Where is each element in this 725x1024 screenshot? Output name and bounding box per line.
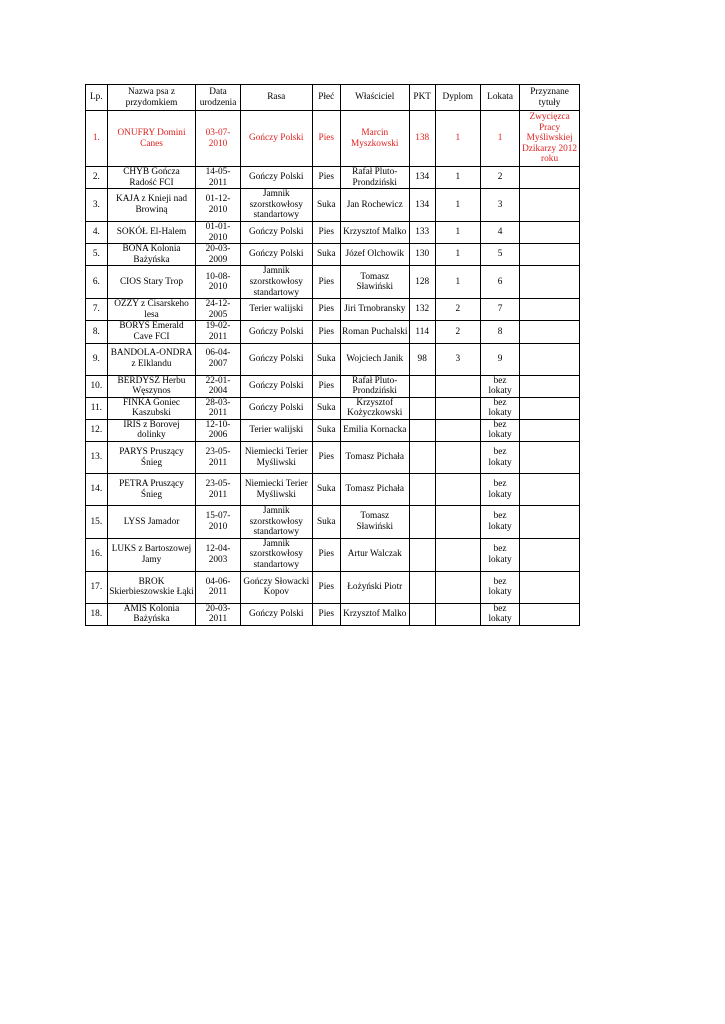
cell-sex: Suka xyxy=(312,189,340,222)
cell-place: 9 xyxy=(480,343,519,375)
cell-diploma: 1 xyxy=(435,221,480,243)
cell-points: 98 xyxy=(409,343,435,375)
header-breed: Rasa xyxy=(240,85,312,111)
cell-lp: 1. xyxy=(86,111,108,167)
cell-dog-name: BORYS Emerald Cave FCI xyxy=(107,321,196,343)
cell-points: 138 xyxy=(409,111,435,167)
cell-titles xyxy=(520,571,580,603)
table-row xyxy=(86,474,580,506)
cell-lp: 7. xyxy=(86,299,108,321)
cell-diploma: 2 xyxy=(435,321,480,343)
cell-birth-date: 23-05-2011 xyxy=(196,474,240,506)
cell-diploma: 1 xyxy=(435,167,480,189)
cell-lp: 16. xyxy=(86,538,108,571)
cell-lp: 18. xyxy=(86,603,108,625)
cell-place: bez lokaty xyxy=(480,603,519,625)
cell-titles xyxy=(520,244,580,266)
header-date: Data urodzenia xyxy=(196,85,240,111)
header-name: Nazwa psa z przydomkiem xyxy=(107,85,196,111)
table-row xyxy=(86,375,580,397)
cell-titles xyxy=(520,442,580,474)
cell-diploma xyxy=(435,474,480,506)
table-row xyxy=(86,571,580,603)
cell-diploma xyxy=(435,419,480,441)
cell-breed: Gończy Polski xyxy=(240,244,312,266)
cell-place: bez lokaty xyxy=(480,474,519,506)
cell-sex: Suka xyxy=(312,474,340,506)
cell-diploma xyxy=(435,442,480,474)
cell-breed: Jamnik szorstkowłosy standartowy xyxy=(240,266,312,299)
cell-sex: Suka xyxy=(312,506,340,539)
cell-points: 133 xyxy=(409,221,435,243)
cell-dog-name: LYSS Jamador xyxy=(107,506,196,539)
cell-owner: Tomasz Sławiński xyxy=(340,506,409,539)
cell-breed: Gończy Polski xyxy=(240,343,312,375)
cell-titles xyxy=(520,419,580,441)
cell-breed: Gończy Polski xyxy=(240,375,312,397)
cell-place: 7 xyxy=(480,299,519,321)
cell-owner: Marcin Myszkowski xyxy=(340,111,409,167)
header-lp: Lp. xyxy=(86,85,108,111)
cell-diploma xyxy=(435,571,480,603)
table-row xyxy=(86,603,580,625)
cell-sex: Suka xyxy=(312,419,340,441)
table-row xyxy=(86,538,580,571)
cell-lp: 4. xyxy=(86,221,108,243)
table-body xyxy=(86,111,580,626)
cell-lp: 3. xyxy=(86,189,108,222)
cell-points xyxy=(409,538,435,571)
cell-breed: Jamnik szorstkowłosy standartowy xyxy=(240,538,312,571)
cell-dog-name: BANDOLA-ONDRA z Elklandu xyxy=(107,343,196,375)
cell-owner: Artur Walczak xyxy=(340,538,409,571)
cell-breed: Gończy Polski xyxy=(240,111,312,167)
cell-titles xyxy=(520,189,580,222)
cell-diploma xyxy=(435,375,480,397)
header-owner: Właściciel xyxy=(340,85,409,111)
cell-owner: Rafał Pluto-Prondziński xyxy=(340,167,409,189)
cell-diploma xyxy=(435,397,480,419)
cell-dog-name: FINKA Goniec Kaszubski xyxy=(107,397,196,419)
cell-lp: 12. xyxy=(86,419,108,441)
cell-titles xyxy=(520,167,580,189)
cell-place: 3 xyxy=(480,189,519,222)
table-row xyxy=(86,419,580,441)
cell-place: 6 xyxy=(480,266,519,299)
cell-birth-date: 15-07-2010 xyxy=(196,506,240,539)
cell-place: bez lokaty xyxy=(480,419,519,441)
cell-place: 5 xyxy=(480,244,519,266)
cell-points: 134 xyxy=(409,189,435,222)
cell-owner: Krzysztof Malko xyxy=(340,221,409,243)
cell-titles: Zwycięzca Pracy Myśliwskiej Dzikarzy 2012 roku xyxy=(520,111,580,167)
cell-owner: Krzysztof Malko xyxy=(340,603,409,625)
cell-sex: Pies xyxy=(312,603,340,625)
cell-place: 2 xyxy=(480,167,519,189)
cell-points: 132 xyxy=(409,299,435,321)
table-row xyxy=(86,299,580,321)
cell-diploma: 1 xyxy=(435,244,480,266)
cell-titles xyxy=(520,397,580,419)
cell-place: bez lokaty xyxy=(480,397,519,419)
cell-breed: Niemiecki Terier Myśliwski xyxy=(240,442,312,474)
table-row xyxy=(86,506,580,539)
cell-owner: Rafał Pluto-Prondziński xyxy=(340,375,409,397)
cell-points xyxy=(409,397,435,419)
cell-birth-date: 28-03-2011 xyxy=(196,397,240,419)
cell-sex: Pies xyxy=(312,571,340,603)
cell-titles xyxy=(520,474,580,506)
cell-owner: Emilia Kornacka xyxy=(340,419,409,441)
cell-titles xyxy=(520,321,580,343)
header-place: Lokata xyxy=(480,85,519,111)
cell-owner: Jan Rochewicz xyxy=(340,189,409,222)
cell-dog-name: ONUFRY Domini Canes xyxy=(107,111,196,167)
cell-owner: Jiri Trnobransky xyxy=(340,299,409,321)
cell-lp: 10. xyxy=(86,375,108,397)
cell-sex: Suka xyxy=(312,343,340,375)
cell-birth-date: 19-02-2011 xyxy=(196,321,240,343)
cell-lp: 2. xyxy=(86,167,108,189)
cell-breed: Gończy Polski xyxy=(240,397,312,419)
cell-birth-date: 22-01-2004 xyxy=(196,375,240,397)
cell-dog-name: IRIS z Borovej dolinky xyxy=(107,419,196,441)
table-row xyxy=(86,244,580,266)
header-points: PKT xyxy=(409,85,435,111)
cell-place: bez lokaty xyxy=(480,506,519,539)
cell-diploma xyxy=(435,506,480,539)
results-table xyxy=(85,84,580,626)
cell-diploma: 2 xyxy=(435,299,480,321)
cell-sex: Pies xyxy=(312,221,340,243)
cell-points: 130 xyxy=(409,244,435,266)
cell-lp: 17. xyxy=(86,571,108,603)
cell-dog-name: OZZY z Cisarskeho lesa xyxy=(107,299,196,321)
cell-birth-date: 01-01-2010 xyxy=(196,221,240,243)
cell-titles xyxy=(520,506,580,539)
cell-birth-date: 24-12-2005 xyxy=(196,299,240,321)
cell-lp: 14. xyxy=(86,474,108,506)
cell-lp: 11. xyxy=(86,397,108,419)
cell-dog-name: BONA Kolonia Bażyńska xyxy=(107,244,196,266)
cell-points xyxy=(409,571,435,603)
cell-place: bez lokaty xyxy=(480,571,519,603)
cell-birth-date: 04-06-2011 xyxy=(196,571,240,603)
cell-place: 4 xyxy=(480,221,519,243)
cell-owner: Tomasz Pichała xyxy=(340,474,409,506)
table-row xyxy=(86,266,580,299)
cell-points: 128 xyxy=(409,266,435,299)
header-titles: Przyznane tytuły xyxy=(520,85,580,111)
header-diploma: Dyplom xyxy=(435,85,480,111)
table-row xyxy=(86,442,580,474)
cell-lp: 5. xyxy=(86,244,108,266)
cell-dog-name: BERDYSZ Herbu Węszynos xyxy=(107,375,196,397)
cell-sex: Suka xyxy=(312,244,340,266)
cell-points xyxy=(409,419,435,441)
cell-sex: Pies xyxy=(312,167,340,189)
cell-sex: Pies xyxy=(312,299,340,321)
cell-dog-name: AMIS Kolonia Bażyńska xyxy=(107,603,196,625)
table-row xyxy=(86,167,580,189)
cell-dog-name: PARYS Pruszący Śnieg xyxy=(107,442,196,474)
cell-breed: Terier walijski xyxy=(240,419,312,441)
cell-breed: Jamnik szorstkowłosy standartowy xyxy=(240,506,312,539)
table-header-row xyxy=(86,85,580,111)
cell-titles xyxy=(520,299,580,321)
cell-points xyxy=(409,375,435,397)
cell-sex: Pies xyxy=(312,538,340,571)
cell-diploma xyxy=(435,538,480,571)
cell-birth-date: 14-05-2011 xyxy=(196,167,240,189)
results-document xyxy=(85,84,580,626)
cell-owner: Roman Puchalski xyxy=(340,321,409,343)
cell-lp: 9. xyxy=(86,343,108,375)
cell-owner: Tomasz Sławiński xyxy=(340,266,409,299)
cell-dog-name: CIOS Stary Trop xyxy=(107,266,196,299)
cell-sex: Pies xyxy=(312,111,340,167)
cell-breed: Terier walijski xyxy=(240,299,312,321)
cell-diploma: 1 xyxy=(435,189,480,222)
cell-diploma: 1 xyxy=(435,111,480,167)
cell-place: 8 xyxy=(480,321,519,343)
cell-points: 134 xyxy=(409,167,435,189)
cell-place: bez lokaty xyxy=(480,538,519,571)
table-row xyxy=(86,397,580,419)
cell-owner: Krzysztof Kożyczkowski xyxy=(340,397,409,419)
cell-sex: Suka xyxy=(312,397,340,419)
cell-place: bez lokaty xyxy=(480,375,519,397)
cell-titles xyxy=(520,221,580,243)
cell-dog-name: LUKS z Bartoszowej Jamy xyxy=(107,538,196,571)
cell-birth-date: 20-03-2011 xyxy=(196,603,240,625)
cell-dog-name: SOKÓŁ El-Halem xyxy=(107,221,196,243)
cell-diploma: 1 xyxy=(435,266,480,299)
cell-sex: Pies xyxy=(312,321,340,343)
cell-place: 1 xyxy=(480,111,519,167)
cell-birth-date: 12-04-2003 xyxy=(196,538,240,571)
cell-lp: 15. xyxy=(86,506,108,539)
cell-points: 114 xyxy=(409,321,435,343)
cell-birth-date: 20-03-2009 xyxy=(196,244,240,266)
cell-owner: Tomasz Pichała xyxy=(340,442,409,474)
cell-breed: Gończy Polski xyxy=(240,221,312,243)
cell-points xyxy=(409,442,435,474)
cell-breed: Gończy Polski xyxy=(240,603,312,625)
table-row xyxy=(86,111,580,167)
table-row xyxy=(86,189,580,222)
cell-sex: Pies xyxy=(312,266,340,299)
cell-birth-date: 03-07-2010 xyxy=(196,111,240,167)
cell-titles xyxy=(520,343,580,375)
table-row xyxy=(86,343,580,375)
cell-titles xyxy=(520,266,580,299)
cell-points xyxy=(409,506,435,539)
header-sex: Płeć xyxy=(312,85,340,111)
cell-breed: Gończy Polski xyxy=(240,167,312,189)
cell-points xyxy=(409,474,435,506)
cell-dog-name: PETRA Pruszący Śnieg xyxy=(107,474,196,506)
cell-breed: Gończy Polski xyxy=(240,321,312,343)
cell-lp: 6. xyxy=(86,266,108,299)
cell-place: bez lokaty xyxy=(480,442,519,474)
cell-sex: Pies xyxy=(312,442,340,474)
cell-birth-date: 12-10-2006 xyxy=(196,419,240,441)
cell-dog-name: CHYB Gończa Radość FCI xyxy=(107,167,196,189)
cell-dog-name: BROK Skierbieszowskie Łąki xyxy=(107,571,196,603)
table-row xyxy=(86,221,580,243)
cell-birth-date: 10-08-2010 xyxy=(196,266,240,299)
cell-lp: 13. xyxy=(86,442,108,474)
cell-birth-date: 23-05-2011 xyxy=(196,442,240,474)
cell-breed: Jamnik szorstkowłosy standartowy xyxy=(240,189,312,222)
cell-diploma: 3 xyxy=(435,343,480,375)
cell-lp: 8. xyxy=(86,321,108,343)
cell-titles xyxy=(520,375,580,397)
table-row xyxy=(86,321,580,343)
cell-breed: Niemiecki Terier Myśliwski xyxy=(240,474,312,506)
cell-dog-name: KAJA z Knieji nad Browiną xyxy=(107,189,196,222)
cell-sex: Pies xyxy=(312,375,340,397)
cell-birth-date: 01-12-2010 xyxy=(196,189,240,222)
cell-points xyxy=(409,603,435,625)
cell-owner: Wojciech Janik xyxy=(340,343,409,375)
cell-owner: Łożyński Piotr xyxy=(340,571,409,603)
cell-breed: Gończy Słowacki Kopov xyxy=(240,571,312,603)
cell-titles xyxy=(520,538,580,571)
cell-birth-date: 06-04-2007 xyxy=(196,343,240,375)
cell-titles xyxy=(520,603,580,625)
cell-diploma xyxy=(435,603,480,625)
cell-owner: Józef Olchowik xyxy=(340,244,409,266)
